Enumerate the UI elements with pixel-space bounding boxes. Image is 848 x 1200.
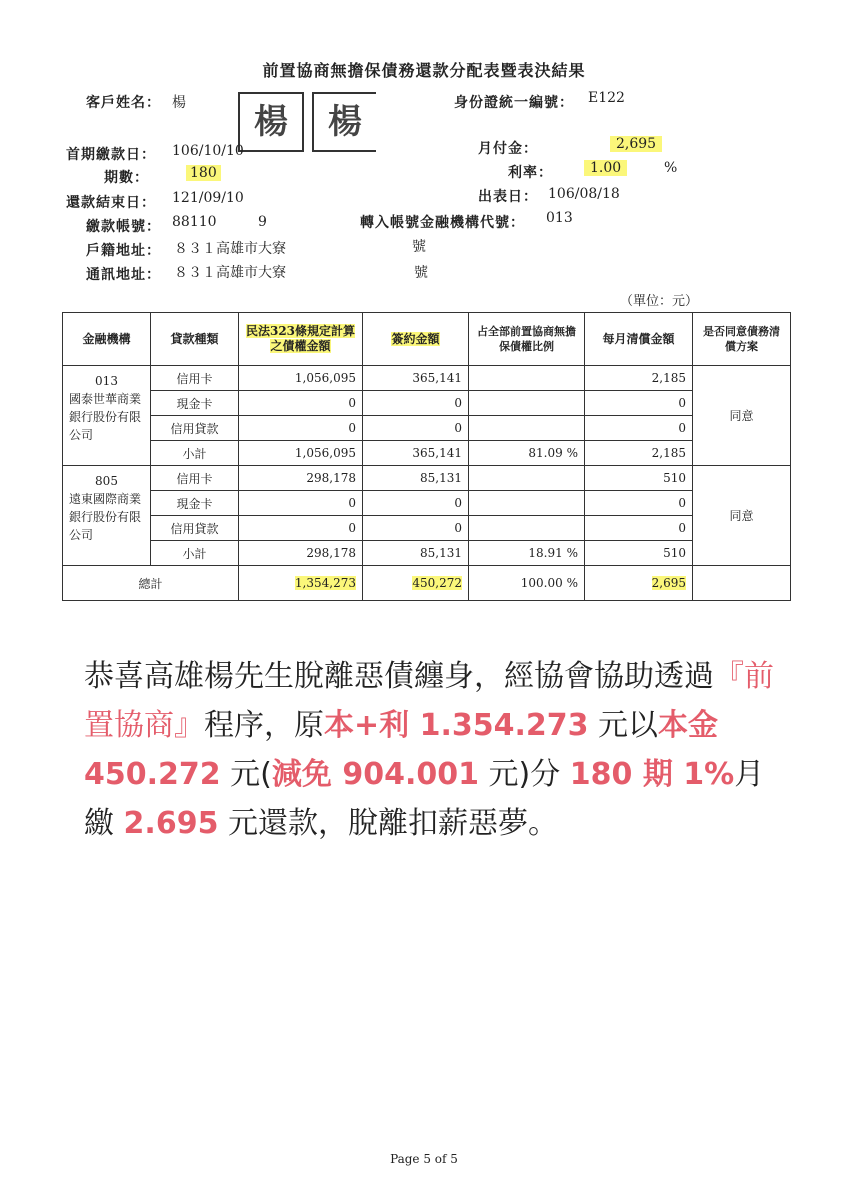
- bank-1-agree: 同意: [693, 366, 791, 466]
- total-monthly: 2,695: [651, 576, 686, 590]
- page-number: Page 5 of 5: [390, 1152, 458, 1166]
- msg-part: 元還款，脫離扣薪惡夢。: [218, 806, 558, 841]
- table-row: [63, 491, 791, 516]
- customer-name-value: 楊: [172, 95, 186, 111]
- mailing-address-label: 通訊地址：: [86, 267, 161, 283]
- account-value-tail: 9: [258, 214, 267, 230]
- customer-name-label: 客戶姓名：: [86, 95, 161, 111]
- monthly-amount: 2,185: [585, 441, 693, 466]
- claim-amount: 1,056,095: [239, 366, 363, 391]
- total-claim-cell: [239, 566, 363, 601]
- contract-amount: 365,141: [363, 441, 469, 466]
- contract-amount: 0: [363, 416, 469, 441]
- interest-rate-label: 利率：: [508, 165, 553, 181]
- loan-type: 信用卡: [151, 366, 239, 391]
- msg-part: 恭喜高雄楊先生脫離惡債纏身，經協會協助透過: [84, 659, 714, 694]
- name-stamp-2: 楊: [312, 92, 376, 152]
- msg-part: 程序，原: [204, 708, 324, 743]
- msg-highlight: 2.695: [123, 806, 219, 841]
- monthly-amount: 0: [585, 416, 693, 441]
- document-title: 前置協商無擔保債務還款分配表暨表決結果: [262, 61, 586, 80]
- percent-sign: %: [566, 576, 578, 590]
- bank-2-name: 遠東國際商業銀行股份有限公司: [69, 492, 142, 542]
- total-claim: 1,354,273: [294, 576, 356, 590]
- total-contract-cell: [363, 566, 469, 601]
- ratio-cell: [469, 441, 585, 466]
- claim-amount: 0: [239, 391, 363, 416]
- table-row: [63, 366, 791, 391]
- msg-highlight: 180 期 1%: [569, 757, 735, 792]
- table-row: [63, 466, 791, 491]
- ratio: 81.09: [528, 446, 563, 460]
- mailing-address-value: ８３１高雄市大寮: [174, 265, 286, 281]
- total-agree-empty: [693, 566, 791, 601]
- header-ratio: 占全部前置協商無擔保債權比例: [469, 313, 585, 366]
- total-ratio-cell: [469, 566, 585, 601]
- table-header-row: [63, 313, 791, 366]
- msg-highlight: 本金 450.272: [84, 708, 719, 792]
- monthly-amount: 510: [585, 466, 693, 491]
- monthly-payment-value: 2,695: [610, 136, 662, 152]
- contract-amount: 0: [363, 391, 469, 416]
- table-row-subtotal: [63, 541, 791, 566]
- percent-sign: %: [566, 546, 578, 560]
- table-row: [63, 416, 791, 441]
- ratio: [469, 516, 585, 541]
- msg-highlight: 本+利 1.354.273: [324, 708, 589, 743]
- contract-amount: 85,131: [363, 466, 469, 491]
- claim-amount: 0: [239, 491, 363, 516]
- msg-highlight: 『前置協商』: [84, 659, 774, 743]
- contract-amount: 0: [363, 491, 469, 516]
- total-ratio: 100.00: [520, 576, 563, 590]
- table-row-subtotal: [63, 441, 791, 466]
- periods-value: 180: [186, 165, 221, 181]
- header-loan-type: 貸款種類: [151, 313, 239, 366]
- header-agree: 是否同意債務清償方案: [693, 313, 791, 366]
- claim-amount: 298,178: [239, 541, 363, 566]
- header-contract-amount: [363, 313, 469, 366]
- periods-label: 期數：: [104, 170, 149, 186]
- monthly-amount: 0: [585, 391, 693, 416]
- ratio: 18.91: [528, 546, 563, 560]
- end-date-label: 還款結束日：: [66, 195, 156, 211]
- contract-amount: 365,141: [363, 366, 469, 391]
- loan-type: 現金卡: [151, 491, 239, 516]
- first-payment-value: 106/10/10: [172, 143, 244, 159]
- congratulation-message: [84, 652, 784, 848]
- interest-rate-value: 1.00: [584, 160, 627, 176]
- issue-date-value: 106/08/18: [548, 186, 620, 202]
- msg-part: 元)分: [478, 757, 570, 792]
- table-row: [63, 391, 791, 416]
- account-label: 繳款帳號：: [86, 219, 161, 235]
- table-row: [63, 516, 791, 541]
- ratio-cell: [469, 541, 585, 566]
- registered-address-tail: 號: [412, 239, 426, 255]
- total-contract: 450,272: [412, 576, 462, 590]
- monthly-payment-label: 月付金：: [478, 141, 538, 157]
- ratio: [469, 391, 585, 416]
- contract-amount: 85,131: [363, 541, 469, 566]
- monthly-amount: 0: [585, 516, 693, 541]
- msg-part: 元(: [220, 757, 272, 792]
- bank-1-cell: [63, 366, 151, 466]
- bank-1-code: 013: [95, 374, 118, 388]
- bank-2-cell: [63, 466, 151, 566]
- loan-type: 信用貸款: [151, 416, 239, 441]
- loan-type: 小計: [151, 441, 239, 466]
- header-claim-text: 民法323條規定計算之債權金額: [245, 324, 356, 353]
- claim-amount: 0: [239, 516, 363, 541]
- bank-code-label: 轉入帳號金融機構代號：: [360, 215, 525, 231]
- claim-amount: 1,056,095: [239, 441, 363, 466]
- header-institution: 金融機構: [63, 313, 151, 366]
- registered-address-value: ８３１高雄市大寮: [174, 241, 286, 257]
- ratio: [469, 491, 585, 516]
- msg-highlight: 減免 904.001: [271, 757, 479, 792]
- monthly-amount: 0: [585, 491, 693, 516]
- loan-type: 信用卡: [151, 466, 239, 491]
- loan-type: 小計: [151, 541, 239, 566]
- bank-1-name: 國泰世華商業銀行股份有限公司: [69, 392, 142, 442]
- issue-date-label: 出表日：: [478, 189, 538, 205]
- bank-2-agree: 同意: [693, 466, 791, 566]
- loan-type: 信用貸款: [151, 516, 239, 541]
- total-label: 總計: [63, 566, 239, 601]
- percent-sign: %: [566, 446, 578, 460]
- account-value: 88110: [172, 214, 217, 230]
- loan-type: 現金卡: [151, 391, 239, 416]
- interest-rate-unit: %: [664, 160, 678, 176]
- header-contract-text: 簽約金額: [391, 331, 440, 346]
- name-stamp-1: 楊: [238, 92, 304, 152]
- ratio: [469, 366, 585, 391]
- id-number-label: 身份證統一編號：: [454, 95, 574, 111]
- claim-amount: 0: [239, 416, 363, 441]
- msg-part: 月繳: [84, 757, 765, 841]
- repayment-table: [62, 312, 791, 601]
- header-claim-amount: [239, 313, 363, 366]
- registered-address-label: 戶籍地址：: [86, 243, 161, 259]
- monthly-amount: 510: [585, 541, 693, 566]
- claim-amount: 298,178: [239, 466, 363, 491]
- bank-2-code: 805: [95, 474, 118, 488]
- msg-part: 元以: [588, 708, 659, 743]
- header-monthly: 每月清償金額: [585, 313, 693, 366]
- bank-code-value: 013: [546, 210, 573, 226]
- first-payment-label: 首期繳款日：: [66, 147, 156, 163]
- mailing-address-tail: 號: [414, 265, 428, 281]
- contract-amount: 0: [363, 516, 469, 541]
- id-number-value: E122: [588, 90, 625, 106]
- end-date-value: 121/09/10: [172, 190, 244, 206]
- ratio: [469, 416, 585, 441]
- ratio: [469, 466, 585, 491]
- monthly-amount: 2,185: [585, 366, 693, 391]
- unit-note: （單位：元）: [620, 294, 699, 309]
- total-monthly-cell: [585, 566, 693, 601]
- table-row-total: [63, 566, 791, 601]
